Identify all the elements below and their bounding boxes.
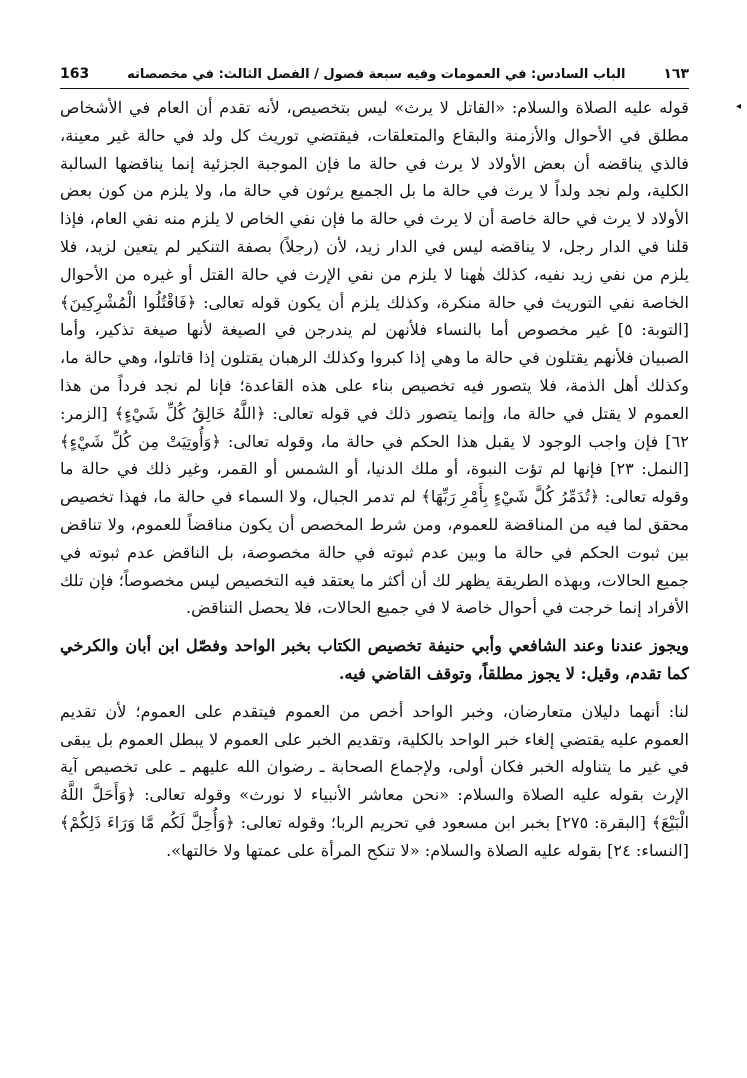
paragraph-spacer: [60, 688, 689, 698]
page-number-latin: 163: [60, 66, 90, 82]
chapter-title: الباب السادس: في العمومات وفيه سبعة فصول / الفصل الثالث: في مخصصاته: [127, 66, 626, 82]
body-text: [60, 94, 689, 865]
margin-marker-icon: ◂: [736, 101, 742, 112]
running-header: [60, 62, 689, 86]
page-number-arabic: ١٦٣: [663, 66, 689, 82]
paragraph-spacer: [60, 622, 689, 632]
paragraph-commentary: قوله عليه الصلاة والسلام: «القاتل لا يرث» ليس بتخصيص، لأنه تقدم أن العام في الأشخاص مطلق في الأحوال والأزمنة والبقاع والمتعلقات، فيقتضي توريث كل ولد في حالة غير معينة، فالذي يناقضه أن بعض الأولاد لا يرث في حالة ما فإن الموجبة الجزئية إنما يناقضها السالبة الكلية، ولم نجد ولداً لا يرث في حالة ما بل الجميع يرثون في حالة ما، ولا يلزم من كون بعض الأولاد لا يرث في حالة خاصة أن لا يرث في حالة ما فإن نفي الخاص لا يلزم منه نفي العام، فإذا قلنا في الدار رجل، لا يناقضه ليس في الدار زيد، لأن (رجلاً) بصفة التنكير لم يتعين لزيد، فلا يلزم من نفي زيد نفيه، كذلك هٰهنا لا يلزم من نفي الإرث في حالة القتل أو غيره من الأحوال الخاصة نفي التوريث في حالة منكرة، وكذلك يلزم أن يكون قوله تعالى: ﴿فَاقْتُلُوا الْمُشْرِكِينَ﴾ [التوبة: ٥] غير مخصوص أما بالنساء فلأنهن لم يندرجن في الصيغة لأنها صيغة تذكير، وأما الصبيان فلأنهم يقتلون في حالة ما وهي إذا كبروا وكذلك الرهبان يقتلون إذا قاتلوا، وهي حالة ما، وكذلك أهل الذمة، فلا يتصور فيه تخصيص بناء على هذه القاعدة؛ فإنا لم نجد فرداً من هذا العموم لا يقتل في حالة ما، وإنما يتصور ذلك في قوله تعالى: ﴿اللَّهُ خَالِقُ كُلِّ شَيْءٍ﴾ [الزمر: ٦٢] فإن واجب الوجود لا يقبل هذا الحكم في حالة ما، وقوله تعالى: ﴿وَأُوتِيَتْ مِن كُلِّ شَيْءٍ﴾ [النمل: ٢٣] فإنها لم تؤت النبوة، أو ملك الدنيا، أو الشمس أو القمر، وغير ذلك في حالة ما وقوله تعالى: ﴿تُدَمِّرُ كُلَّ شَيْءٍ بِأَمْرِ رَبِّهَا﴾ لم تدمر الجبال، ولا السماء في حالة ما، فهذا تخصيص محقق لما فيه من المناقضة للعموم، ومن شرط المخصص أن يكون مناقضاً للعموم، ولا تناقض بين ثبوت الحكم في حالة ما وبين عدم ثبوته في حالة مخصوصة، بل الناقض عدم ثبوته في جميع الحالات، وبهذه الطريقة يظهر لك أن أكثر ما يعتقد فيه التخصيص ليس مخصوصاً؛ فإن تلك الأفراد إنما خرجت في أحوال خاصة لا في جميع الحالات، فلا يحصل التناقض.: [60, 98, 689, 618]
header-rule: [60, 88, 689, 89]
paragraph-argument: لنا: أنهما دليلان متعارضان، وخبر الواحد أخص من العموم فيتقدم على العموم؛ لأن تقديم العموم عليه يقتضي إلغاء خبر الواحد بالكلية، وتقديم الخبر على العموم لا يبطل العموم بل يبقى في غير ما يتناوله الخبر فكان أولى، ولإجماع الصحابة ـ رضوان الله عليهم ـ على تخصيص آية الإرث بقوله عليه الصلاة والسلام: «نحن معاشر الأنبياء لا نورث» وقوله تعالى: ﴿وَأَحَلَّ اللَّهُ الْبَيْعَ﴾ [البقرة: ٢٧٥] بخبر ابن مسعود في تحريم الربا؛ وقوله تعالى: ﴿وَأُحِلَّ لَكُم مَّا وَرَاءَ ذَلِكُمْ﴾ [النساء: ٢٤] بقوله عليه الصلاة والسلام: «لا تنكح المرأة على عمتها ولا خالتها».: [60, 701, 689, 860]
paragraph-main-text: ويجوز عندنا وعند الشافعي وأبي حنيفة تخصيص الكتاب بخبر الواحد وفصّل ابن أبان والكرخي كما تقدم، وقيل: لا يجوز مطلقاً، وتوقف القاضي فيه.: [60, 636, 689, 683]
